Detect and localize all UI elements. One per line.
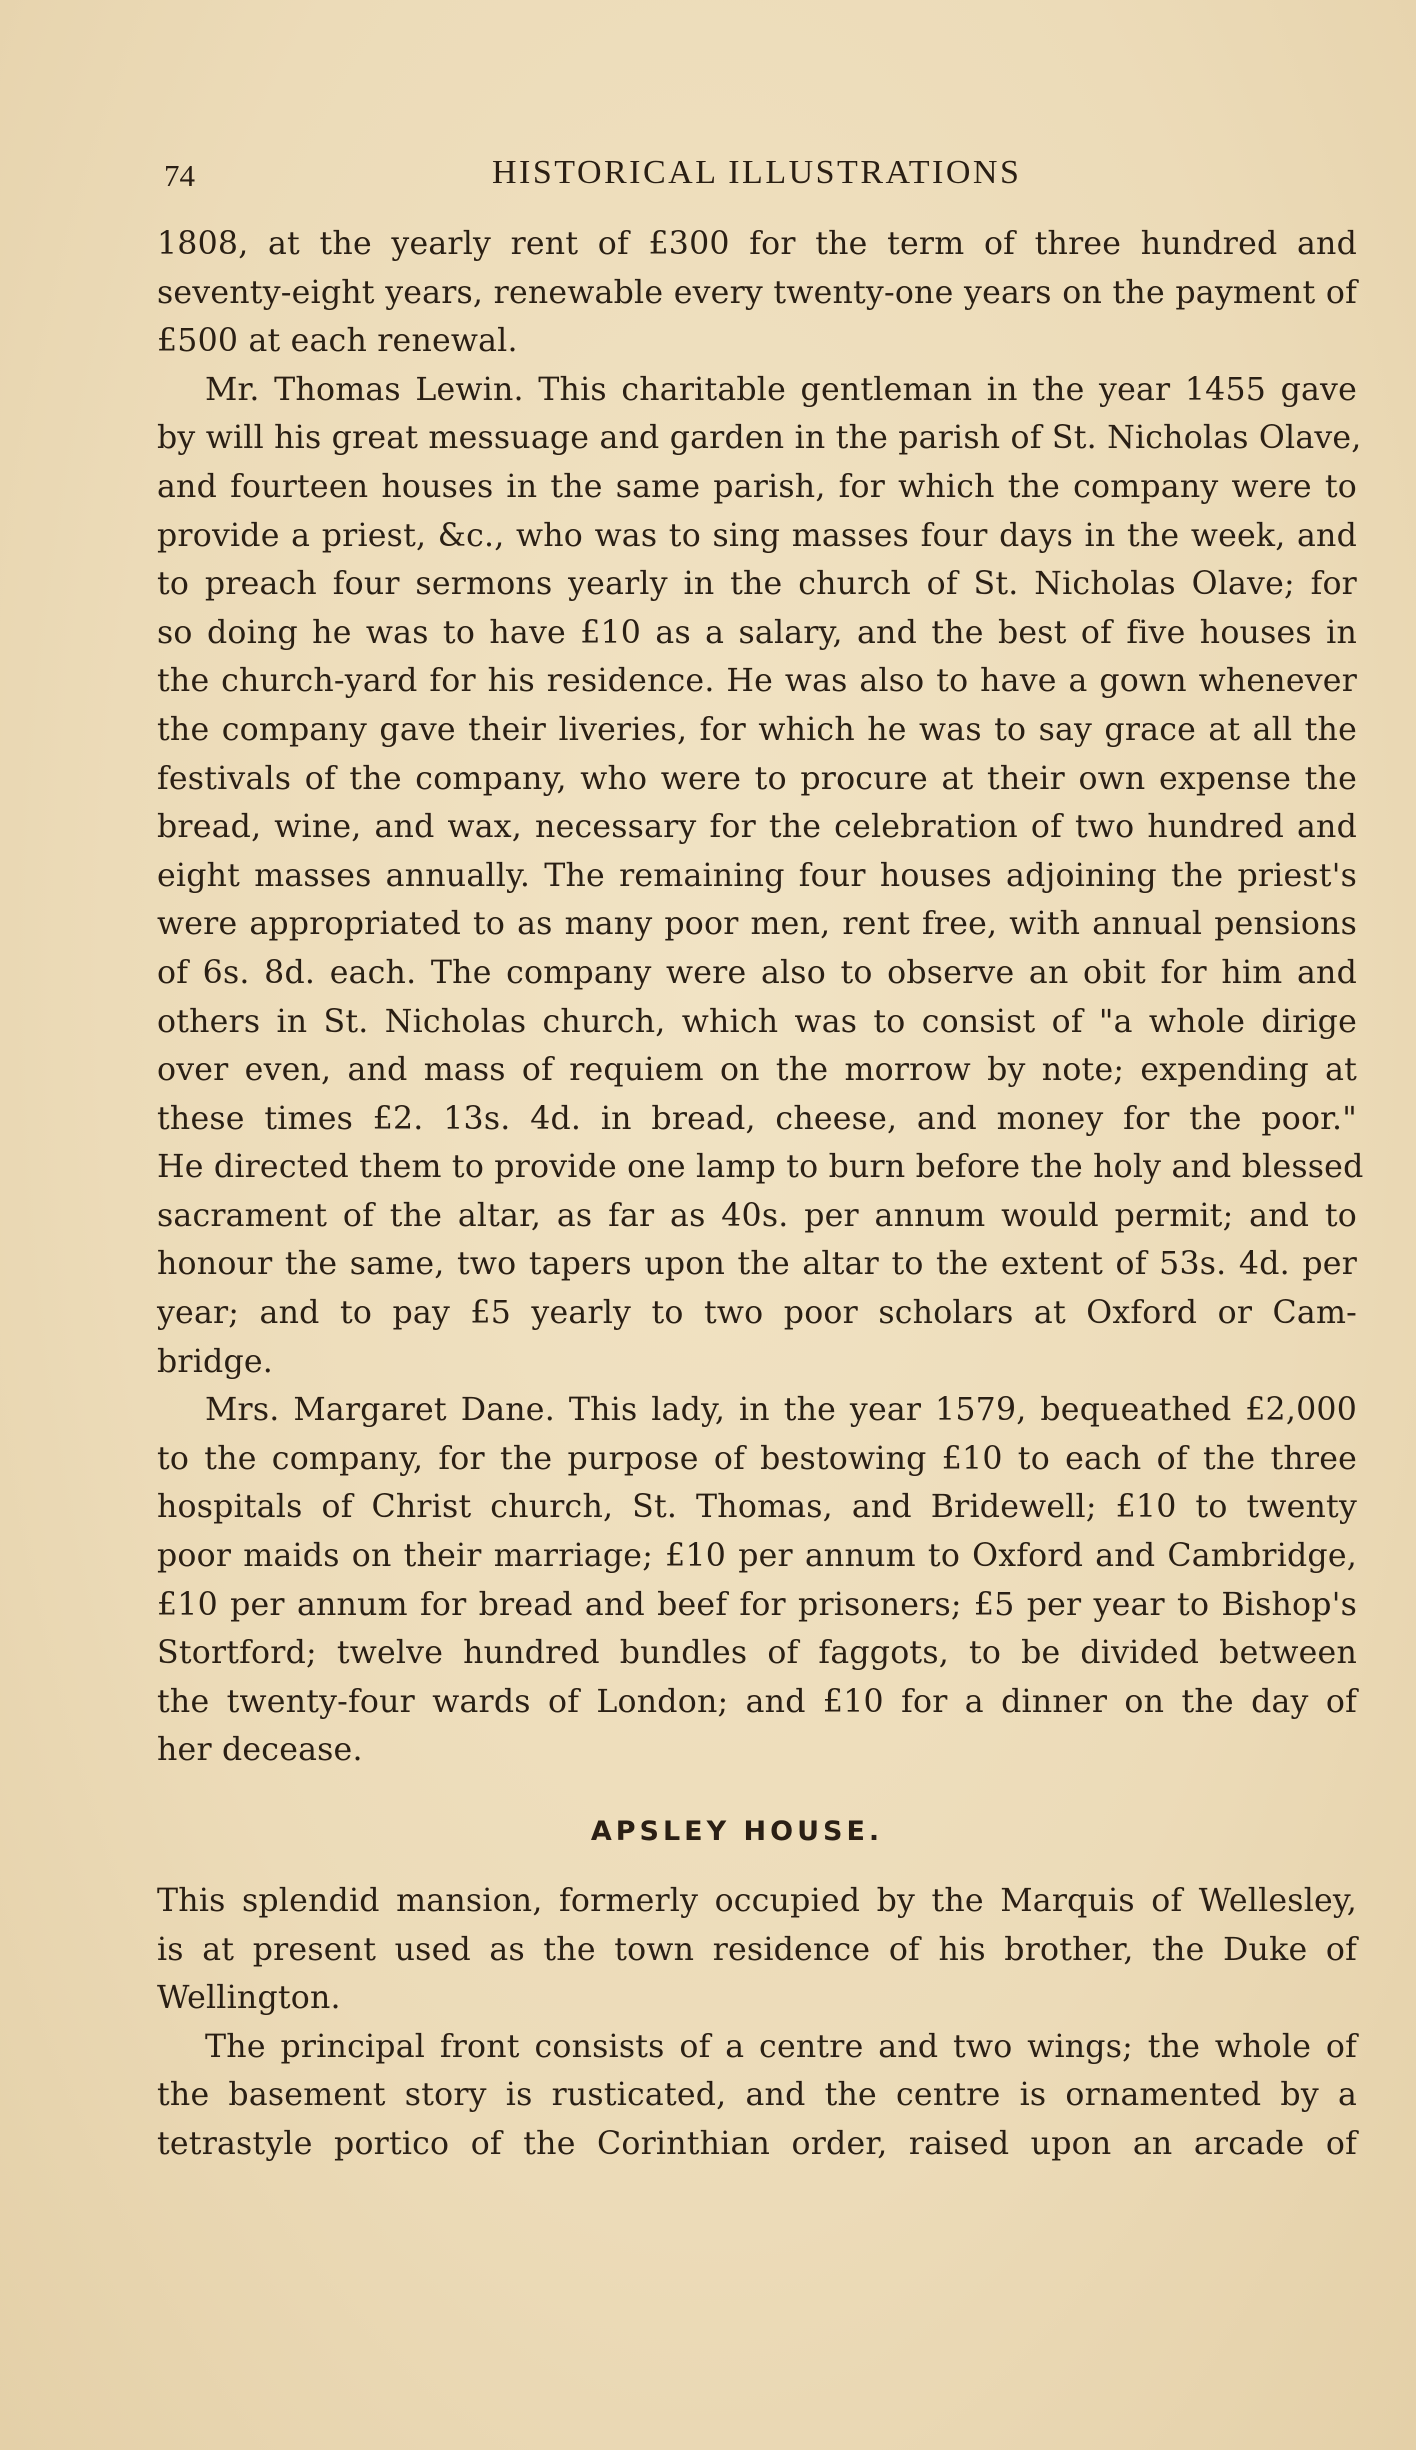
page-content xyxy=(157,150,1364,2169)
text-line: tetrastyle portico of the Corinthian order, raised upon an arcade of xyxy=(157,2125,1357,2162)
text-line: sacrament of the altar, as far as 40s. per annum would permit; and to xyxy=(157,1197,1357,1234)
text-line: bridge. xyxy=(157,1343,274,1380)
text-line: so doing he was to have £10 as a salary, and the best of five houses in xyxy=(157,614,1357,651)
text-line: of 6s. 8d. each. The company were also to observe an obit for him and xyxy=(157,954,1357,991)
text-line: eight masses annually. The remaining four houses adjoining the priest's xyxy=(157,857,1357,894)
text-line: He directed them to provide one lamp to burn before the holy and blessed xyxy=(157,1149,1364,1186)
text-line: the company gave their liveries, for which he was to say grace at all the xyxy=(157,711,1357,748)
text-line: by will his great messuage and garden in the parish of St. Nicholas Olave, xyxy=(157,420,1362,457)
text-line: to the company, for the purpose of bestowing £10 to each of the three xyxy=(157,1440,1357,1477)
running-title: HISTORICAL ILLUSTRATIONS xyxy=(492,154,1022,191)
text-line: to preach four sermons yearly in the church of St. Nicholas Olave; for xyxy=(157,566,1357,603)
text-line: is at present used as the town residence of his brother, the Duke of xyxy=(157,1931,1357,1968)
text-line: seventy-eight years, renewable every twenty-one years on the payment of xyxy=(157,274,1357,311)
text-line: poor maids on their marriage; £10 per annum to Oxford and Cambridge, xyxy=(157,1538,1357,1575)
text-line: 1808, at the yearly rent of £300 for the term of three hundred and xyxy=(157,226,1357,262)
text-line: her decease. xyxy=(157,1732,363,1769)
body-text-section-2 xyxy=(157,1877,1357,2169)
text-line: these times £2. 13s. 4d. in bread, cheese, and money for the poor." xyxy=(157,1100,1357,1137)
body-text-section-1 xyxy=(157,220,1364,1775)
text-line: were appropriated to as many poor men, rent free, with annual pensions xyxy=(157,906,1357,943)
text-line: the church-yard for his residence. He was also to have a gown whenever xyxy=(157,663,1357,700)
text-line: This splendid mansion, formerly occupied by the Marquis of Wellesley, xyxy=(157,1883,1357,1919)
text-line: hospitals of Christ church, St. Thomas, and Bridewell; £10 to twenty xyxy=(157,1489,1357,1526)
text-line: bread, wine, and wax, necessary for the celebration of two hundred and xyxy=(157,809,1357,846)
text-line: provide a priest, &c., who was to sing masses four days in the week, and xyxy=(157,517,1357,554)
text-line: honour the same, two tapers upon the altar to the extent of 53s. 4d. per xyxy=(157,1246,1357,1283)
page-number: 74 xyxy=(164,158,195,193)
text-line: Wellington. xyxy=(157,1980,341,2017)
text-line: over even, and mass of requiem on the morrow by note; expending at xyxy=(157,1052,1357,1089)
text-line: year; and to pay £5 yearly to two poor scholars at Oxford or Cam- xyxy=(157,1295,1357,1332)
section-heading: APSLEY HOUSE. xyxy=(590,1816,884,1847)
text-line: the basement story is rusticated, and the centre is ornamented by a xyxy=(157,2077,1357,2114)
text-line: Mrs. Margaret Dane. This lady, in the year 1579, bequeathed £2,000 xyxy=(205,1392,1357,1429)
text-line: others in St. Nicholas church, which was to consist of "a whole dirige xyxy=(157,1003,1357,1040)
text-line: £10 per annum for bread and beef for prisoners; £5 per year to Bishop's xyxy=(157,1586,1357,1623)
text-line: The principal front consists of a centre and two wings; the whole of xyxy=(205,2028,1357,2065)
text-line: £500 at each renewal. xyxy=(157,323,518,360)
text-line: Mr. Thomas Lewin. This charitable gentleman in the year 1455 gave xyxy=(205,371,1357,408)
text-line: Stortford; twelve hundred bundles of faggots, to be divided between xyxy=(157,1635,1357,1672)
text-line: festivals of the company, who were to procure at their own expense the xyxy=(157,760,1357,797)
text-line: and fourteen houses in the same parish, for which the company were to xyxy=(157,468,1357,505)
running-head xyxy=(157,150,1357,210)
text-line: the twenty-four wards of London; and £10 for a dinner on the day of xyxy=(157,1683,1357,1720)
